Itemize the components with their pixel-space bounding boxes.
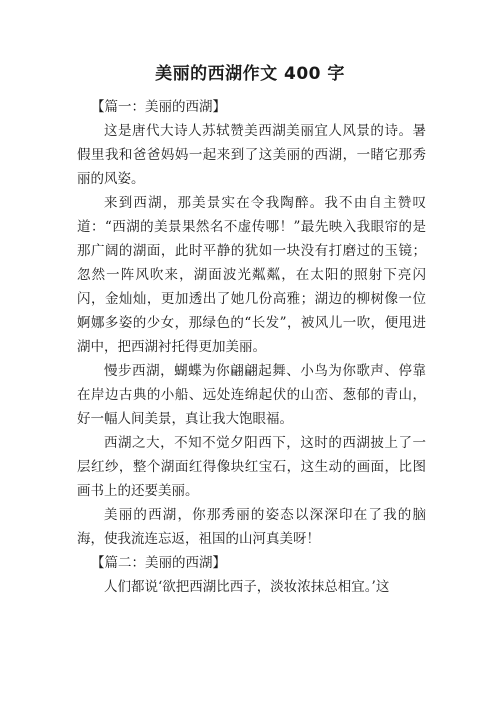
paragraph: 美丽的西湖，你那秀丽的姿态以深深印在了我的脑海，使我流连忘返，祖国的山河真美呀！ [77, 507, 426, 547]
paragraph: 西湖之大，不知不觉夕阳西下，这时的西湖披上了一层红纱，整个湖面红得像块红宝石，这生动的画面，比图画书上的还要美丽。 [77, 435, 426, 499]
section-heading: 【篇一：美丽的西湖】 [91, 99, 226, 115]
paragraph: 人们都说‘欲把西湖比西子，淡妆浓抹总相宜。’这 [104, 579, 390, 595]
section-heading: 【篇二：美丽的西湖】 [91, 555, 226, 571]
document-body [77, 95, 426, 599]
document-title: 美丽的西湖作文 400 字 [155, 64, 345, 84]
paragraph: 这是唐代大诗人苏轼赞美西湖美丽宜人风景的诗。暑假里我和爸爸妈妈一起来到了这美丽的西湖，一睹它那秀丽的风姿。 [77, 123, 426, 187]
paragraph: 来到西湖，那美景实在令我陶醉。我不由自主赞叹道：“西湖的美景果然名不虚传哪！”最先映入我眼帘的是那广阔的湖面，此时平静的犹如一块没有打磨过的玉镜；忽然一阵风吹来，湖面波光粼粼，在太阳的照射下亮闪闪，金灿灿，更加透出了她几份高雅；湖边的柳树像一位婀娜多姿的少女，那绿色的“长发”，被风儿一吹，便甩进湖中，把西湖衬托得更加美丽。 [77, 195, 426, 355]
paragraph: 慢步西湖，蝴蝶为你翩翩起舞、小鸟为你歌声、停靠在岸边古典的小船、远处连绵起伏的山峦、葱郁的青山，好一幅人间美景，真让我大饱眼福。 [77, 363, 426, 427]
